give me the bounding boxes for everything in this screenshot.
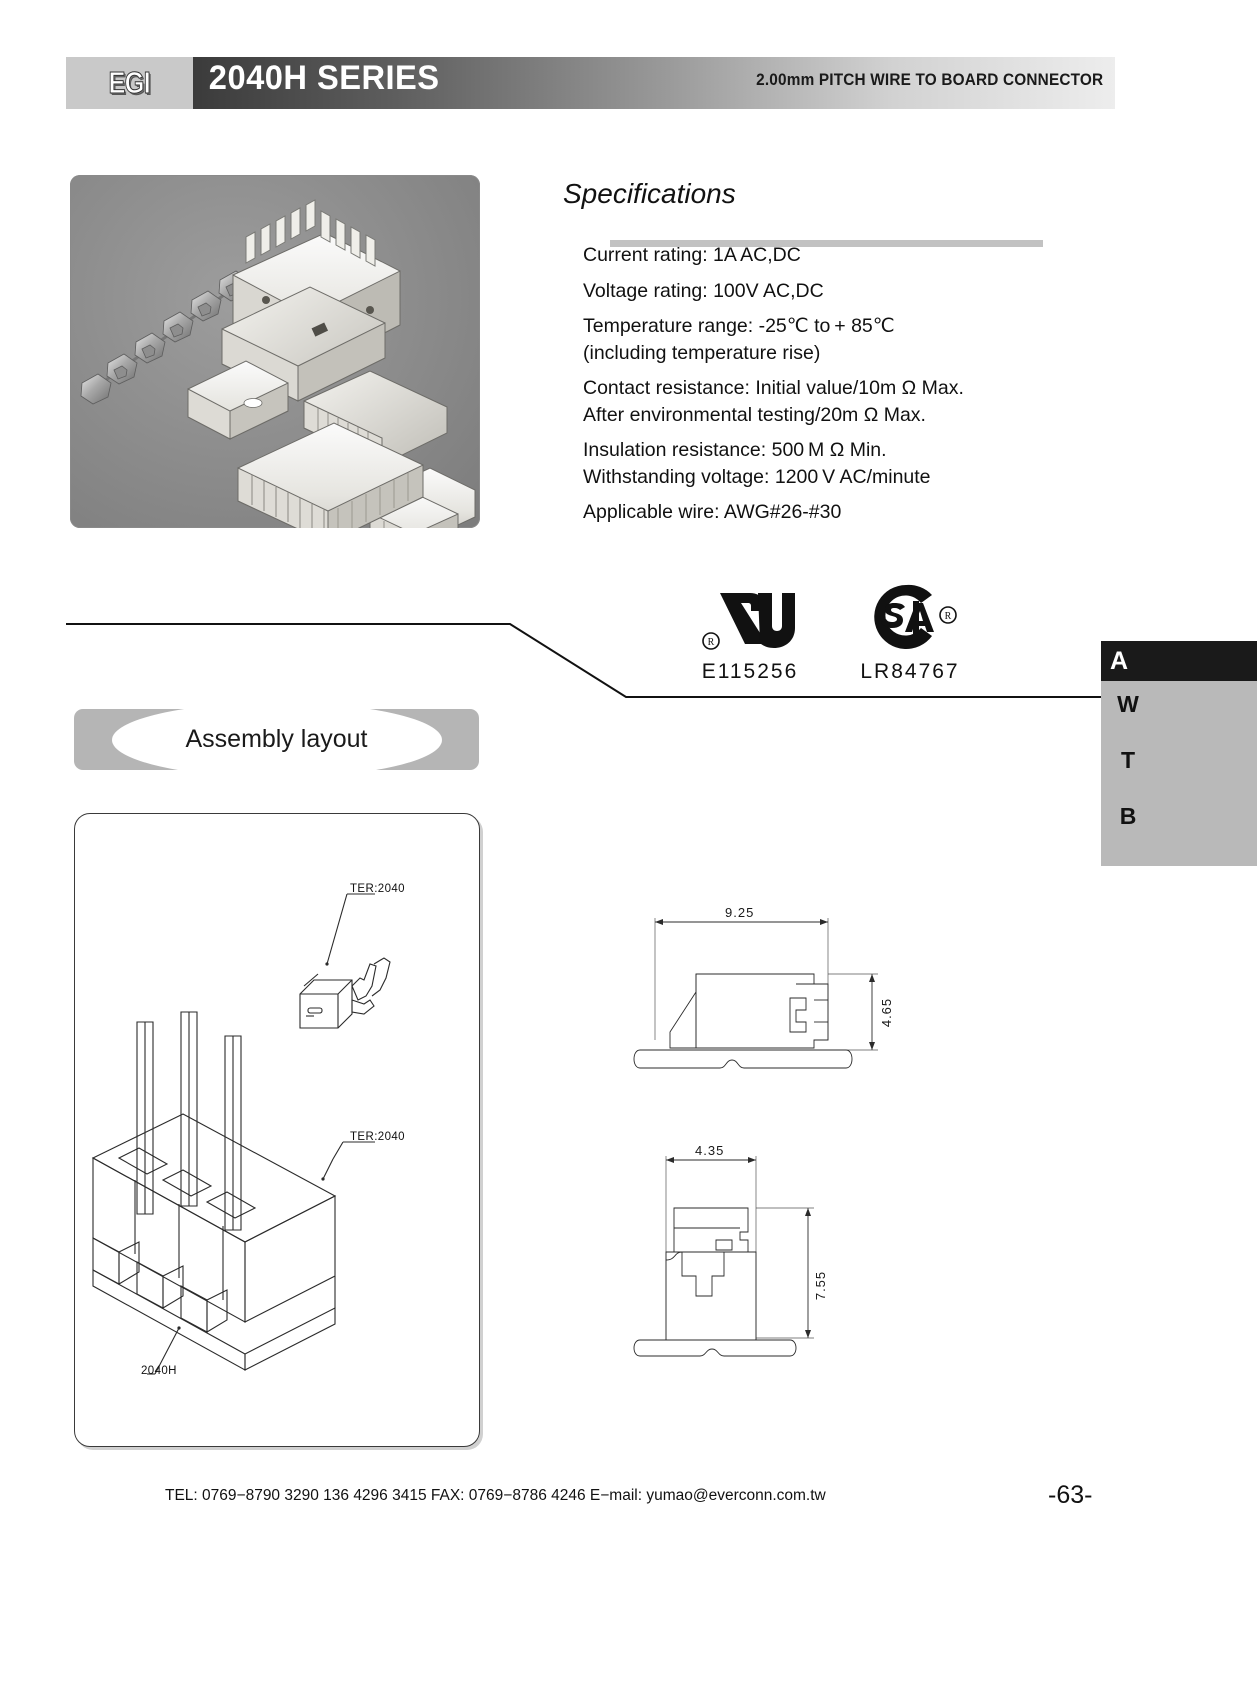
spec-withstanding-voltage: Withstanding voltage: 1200 V AC/minute <box>583 465 931 488</box>
assembly-layout-label: Assembly layout <box>185 725 368 753</box>
spec-voltage-rating: Voltage rating: 100V AC,DC <box>583 279 824 302</box>
spec-current-rating: Current rating: 1A AC,DC <box>583 244 801 266</box>
dimension-7-55: 7.55 <box>813 1270 829 1301</box>
ul-file-number: E115256 <box>701 660 799 683</box>
svg-text:R: R <box>944 611 951 622</box>
product-photo-illustration <box>70 175 480 528</box>
spec-temperature-range: Temperature range: -25℃ to + 85℃ <box>583 315 895 337</box>
technical-drawings <box>600 880 980 1390</box>
header-subtitle: 2.00mm PITCH WIRE TO BOARD CONNECTOR <box>755 71 1103 89</box>
label-terminal-top: TER:2040 <box>350 883 405 895</box>
product-photo <box>70 175 480 528</box>
csa-file-number: LR84767 <box>860 660 960 683</box>
label-terminal-mid: TER:2040 <box>350 1131 405 1143</box>
assembly-drawing <box>75 814 479 1446</box>
spec-insulation-resistance: Insulation resistance: 500 M Ω Min. <box>583 439 887 461</box>
spec-applicable-wire: Applicable wire: AWG#26-#30 <box>583 501 842 523</box>
side-tab-category-label: W T B <box>1115 691 1141 831</box>
side-tab-section-label: A <box>1110 646 1129 675</box>
dimension-9-25: 9.25 <box>725 905 755 920</box>
side-tab-section <box>1101 641 1257 681</box>
dimension-4-35: 4.35 <box>695 1143 725 1158</box>
svg-text:R: R <box>707 637 714 648</box>
page-header <box>66 57 1115 109</box>
technical-drawing-bottom-view <box>600 1120 980 1400</box>
section-divider <box>66 612 1118 708</box>
assembly-layout-banner <box>74 709 479 770</box>
assembly-drawing-panel <box>74 813 480 1447</box>
specifications-title: Specifications <box>563 178 736 209</box>
footer-contact: TEL: 0769−8790 3290 136 4296 3415 FAX: 0769−8786 4246 E−mail: yumao@everconn.com.tw <box>165 1487 826 1504</box>
spec-contact-resistance-after: After environmental testing/20m Ω Max. <box>583 403 926 426</box>
technical-drawing-top-view <box>600 880 980 1110</box>
side-tab-category <box>1101 681 1257 866</box>
spec-temperature-note: (including temperature rise) <box>583 341 821 364</box>
egi-logo-text: EGI <box>108 65 151 100</box>
spec-contact-resistance: Contact resistance: Initial value/10m Ω Max. <box>583 377 964 399</box>
specifications-list <box>583 246 1053 523</box>
series-title: 2040H SERIES <box>208 59 440 97</box>
egi-logo <box>66 57 193 109</box>
page-number: -63- <box>1048 1481 1093 1509</box>
label-housing: 2040H <box>141 1365 177 1377</box>
dimension-4-65: 4.65 <box>879 997 895 1028</box>
